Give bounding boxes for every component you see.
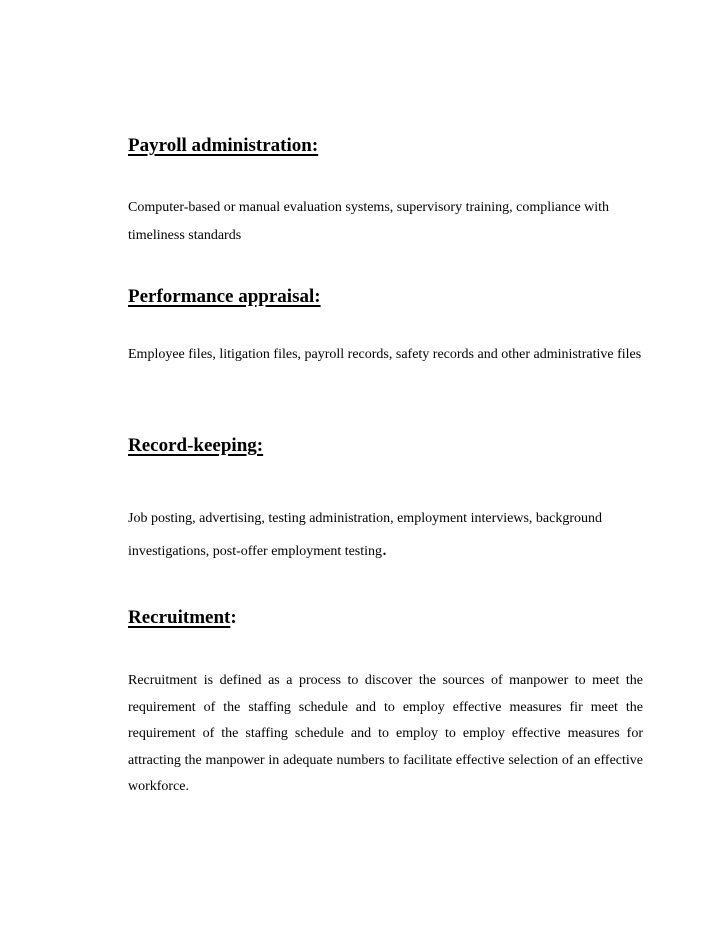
section-body-payroll-administration: Computer-based or manual evaluation systems, supervisory training, compliance with timeliness standards xyxy=(128,200,610,243)
section-heading-colon: : xyxy=(230,607,237,628)
section-heading-text: Recruitment xyxy=(128,607,231,628)
section-heading-payroll-administration xyxy=(128,136,318,155)
section-body-recruitment: Recruitment is defined as a process to discover the sources of manpower to meet the requirement of the staffing schedule and to employ effective measures fir meet the requirement of the staffing schedule and to employ to employ effective measures for attracting the manpower in adequate numbers to facilitate effective selection of an effective workforce. xyxy=(128,673,643,794)
section-heading-record-keeping xyxy=(128,436,263,455)
section-heading-text: Record-keeping: xyxy=(128,435,264,456)
section-heading-text: Payroll administration: xyxy=(128,135,319,156)
section-body-performance-appraisal: Employee files, litigation files, payroll records, safety records and other administrative files xyxy=(128,347,642,362)
section-heading-recruitment xyxy=(128,608,237,627)
section-heading-performance-appraisal xyxy=(128,287,321,306)
section-body-end-punctuation: . xyxy=(382,538,388,560)
section-body-record-keeping xyxy=(128,503,643,567)
section-body-text: Job posting, advertising, testing administration, employment interviews, background investigations, post-offer employment testing xyxy=(128,511,602,559)
section-heading-text: Performance appraisal: xyxy=(128,286,321,307)
